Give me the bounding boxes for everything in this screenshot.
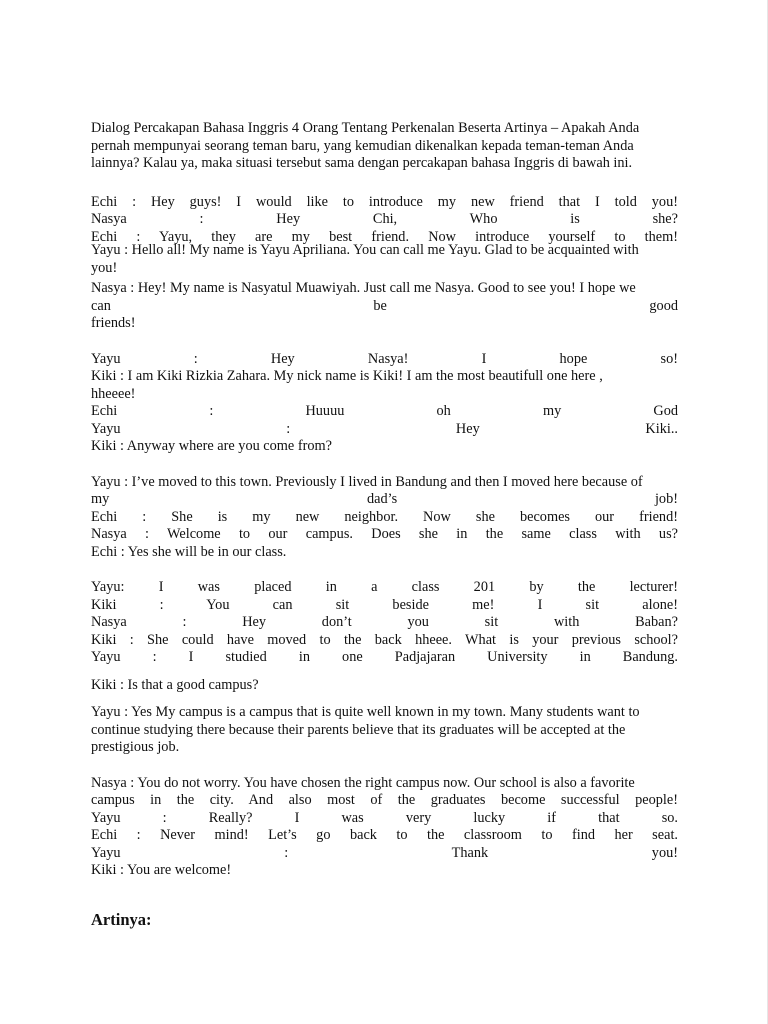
dialog-line: Kiki : Is that a good campus?	[91, 676, 259, 693]
dialog-line: Yayu: I was placed in a class 201 by the lecturer!	[91, 579, 678, 595]
dialog-line: Echi : Huuuu oh my God	[91, 403, 678, 419]
intro-line: pernah mempunyai seorang teman baru, yang kemudian dikenalkan kepada teman-teman Anda	[91, 137, 634, 154]
dialog-line: Kiki : She could have moved to the back hheee. What is your previous school?	[91, 631, 678, 648]
dialog-line: hheeee!	[91, 385, 136, 402]
dialog-line: Yayu : I’ve moved to this town. Previously I lived in Bandung and then I moved here because of	[91, 473, 643, 490]
dialog-line: Echi : Yayu, they are my best friend. Now introduce yourself to them!	[91, 228, 678, 245]
dialog-block-5	[91, 677, 678, 695]
dialog-block-4	[91, 579, 678, 667]
dialog-line: you!	[91, 259, 118, 276]
dialog-line: Nasya : Hey Chi, Who is she?	[91, 211, 678, 227]
section-heading: Artinya:	[91, 910, 152, 929]
dialog-line: Kiki : Anyway where are you come from?	[91, 438, 332, 454]
dialog-block-6	[91, 704, 678, 757]
dialog-line: Yayu : Hey Kiki..	[91, 420, 678, 437]
dialog-block-7	[91, 775, 678, 880]
dialog-line: Nasya : You do not worry. You have chosen the right campus now. Our school is also a favorite	[91, 774, 635, 791]
dialog-line: Echi : Yes she will be in our class.	[91, 543, 287, 560]
dialog-line: continue studying there because their parents believe that its graduates will be accepted at the	[91, 721, 626, 738]
dialog-line: Echi : Never mind! Let’s go back to the classroom to find her seat.	[91, 827, 678, 843]
dialog-line: campus in the city. And also most of the graduates become successful people!	[91, 792, 678, 808]
dialog-line: Kiki : I am Kiki Rizkia Zahara. My nick name is Kiki! I am the most beautifull one here ,	[91, 368, 603, 384]
intro-line: Dialog Percakapan Bahasa Inggris 4 Orang Tentang Perkenalan Beserta Artinya – Apakah Anda	[91, 120, 640, 136]
dialog-line: Yayu : Really? I was very lucky if that so.	[91, 809, 678, 826]
dialog-line: prestigious job.	[91, 739, 180, 755]
dialog-line: Yayu : Hey Nasya! I hope so!	[91, 350, 678, 367]
dialog-block-1	[91, 194, 678, 333]
dialog-line: Kiki : You are welcome!	[91, 862, 232, 878]
dialog-line: Echi : Hey guys! I would like to introduce my new friend that I told you!	[91, 193, 678, 210]
dialog-line: Kiki : You can sit beside me! I sit alone!	[91, 596, 678, 613]
document-body	[91, 120, 678, 880]
intro-paragraph	[91, 120, 678, 173]
dialog-block-2	[91, 351, 678, 456]
dialog-line: Nasya : Welcome to our campus. Does she in the same class with us?	[91, 526, 678, 542]
dialog-line: my dad’s job!	[91, 491, 678, 507]
dialog-line: Yayu : Yes My campus is a campus that is quite well known in my town. Many students want to	[91, 704, 640, 720]
dialog-line: Yayu : I studied in one Padjajaran University in Bandung.	[91, 649, 678, 665]
dialog-line: Yayu : Thank you!	[91, 844, 678, 861]
dialog-line: can be good	[91, 297, 678, 314]
dialog-line: Echi : She is my new neighbor. Now she becomes our friend!	[91, 508, 678, 525]
dialog-line: friends!	[91, 315, 136, 331]
dialog-line: Nasya : Hey don’t you sit with Baban?	[91, 614, 678, 630]
dialog-line: Nasya : Hey! My name is Nasyatul Muawiyah. Just call me Nasya. Good to see you! I hope we	[91, 280, 636, 296]
dialog-line: Yayu : Hello all! My name is Yayu Apriliana. You can call me Yayu. Glad to be acquainted with	[91, 242, 639, 258]
dialog-block-3	[91, 474, 678, 562]
intro-line: lainnya? Kalau ya, maka situasi tersebut sama dengan percakapan bahasa Inggris di bawah ini.	[91, 155, 633, 171]
